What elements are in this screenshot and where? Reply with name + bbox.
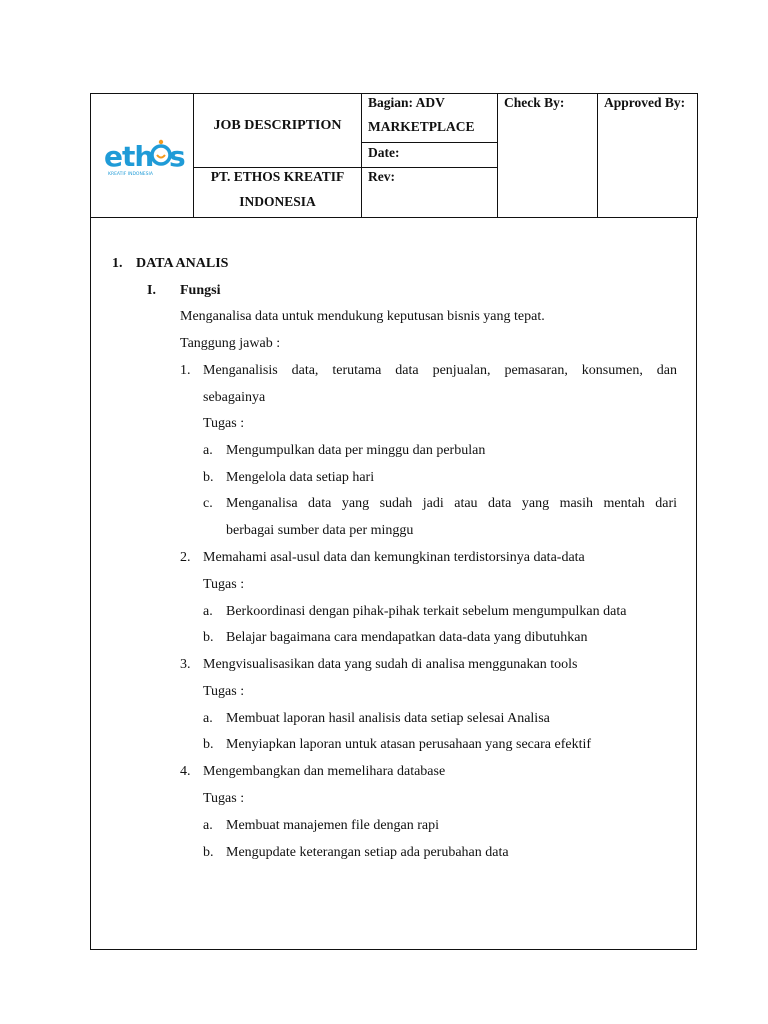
fungsi-text: Menganalisa data untuk mendukung keputusan bisnis yang tepat. xyxy=(180,309,545,324)
item-text: Mengvisualisasikan data yang sudah di analisa menggunakan tools xyxy=(203,657,578,672)
approved-by-label: Approved By: xyxy=(604,95,686,110)
task-text: Mengelola data setiap hari xyxy=(226,470,375,485)
task-letter: b. xyxy=(203,737,214,752)
section-title: DATA ANALIS xyxy=(136,256,229,271)
tugas-label: Tugas : xyxy=(203,791,245,806)
tugas-label: Tugas : xyxy=(203,684,245,699)
tugas-label: Tugas : xyxy=(203,577,245,592)
company-name-line1: PT. ETHOS KREATIF xyxy=(210,169,345,184)
item-number: 4. xyxy=(180,764,191,779)
task-text: Belajar bagaimana cara mendapatkan data-data yang dibutuhkan xyxy=(226,630,588,645)
item-number: 1. xyxy=(180,363,191,378)
task-letter: b. xyxy=(203,470,214,485)
task-text: Membuat manajemen file dengan rapi xyxy=(226,818,440,833)
header-divider-2 xyxy=(361,93,362,218)
task-text: Membuat laporan hasil analisis data setiap selesai Analisa xyxy=(226,711,550,726)
task-text: Menyiapkan laporan untuk atasan perusahaan yang secara efektif xyxy=(226,737,592,752)
item-text-cont: sebagainya xyxy=(203,390,266,405)
header-left-border xyxy=(90,93,91,218)
check-by-label: Check By: xyxy=(504,95,565,110)
task-letter: a. xyxy=(203,443,213,458)
task-text: Mengupdate keterangan setiap ada perubahan data xyxy=(226,845,509,860)
subsection-number: I. xyxy=(147,283,156,298)
header-divider-3 xyxy=(497,93,498,218)
item-text: Memahami asal-usul data dan kemungkinan terdistorsinya data-data xyxy=(203,550,585,565)
svg-text:s: s xyxy=(169,140,186,173)
task-letter: c. xyxy=(203,496,213,511)
header-right-border xyxy=(697,93,698,218)
date-label: Date: xyxy=(368,145,400,160)
task-text-cont: berbagai sumber data per minggu xyxy=(226,523,414,538)
bagian-value: MARKETPLACE xyxy=(368,119,475,134)
section-number: 1. xyxy=(112,256,123,271)
task-text: Berkoordinasi dengan pihak-pihak terkait sebelum mengumpulkan data xyxy=(226,604,627,619)
item-text: Menganalisis data, terutama data penjualan, pemasaran, konsumen, dan xyxy=(203,363,677,378)
logo-subtitle: KREATIF INDONESIA xyxy=(108,172,153,177)
task-letter: b. xyxy=(203,845,214,860)
task-text: Mengumpulkan data per minggu dan perbulan xyxy=(226,443,486,458)
item-number: 2. xyxy=(180,550,191,565)
logo-wordmark: eth xyxy=(104,140,154,173)
rev-label: Rev: xyxy=(368,169,395,184)
content-box xyxy=(90,218,697,950)
tanggung-jawab-label: Tanggung jawab : xyxy=(180,336,281,351)
subsection-title: Fungsi xyxy=(180,283,221,298)
task-text: Menganalisa data yang sudah jadi atau data yang masih mentah dari xyxy=(226,496,677,511)
task-letter: a. xyxy=(203,604,213,619)
task-letter: a. xyxy=(203,711,213,726)
header-divider-4 xyxy=(597,93,598,218)
task-letter: b. xyxy=(203,630,214,645)
item-number: 3. xyxy=(180,657,191,672)
job-description-title: JOB DESCRIPTION xyxy=(213,118,342,133)
ethos-logo xyxy=(104,134,184,184)
task-letter: a. xyxy=(203,818,213,833)
company-name-line2: INDONESIA xyxy=(239,194,316,209)
item-text: Mengembangkan dan memelihara database xyxy=(203,764,446,779)
bagian-label: Bagian: ADV xyxy=(368,95,445,110)
tugas-label: Tugas : xyxy=(203,416,245,431)
